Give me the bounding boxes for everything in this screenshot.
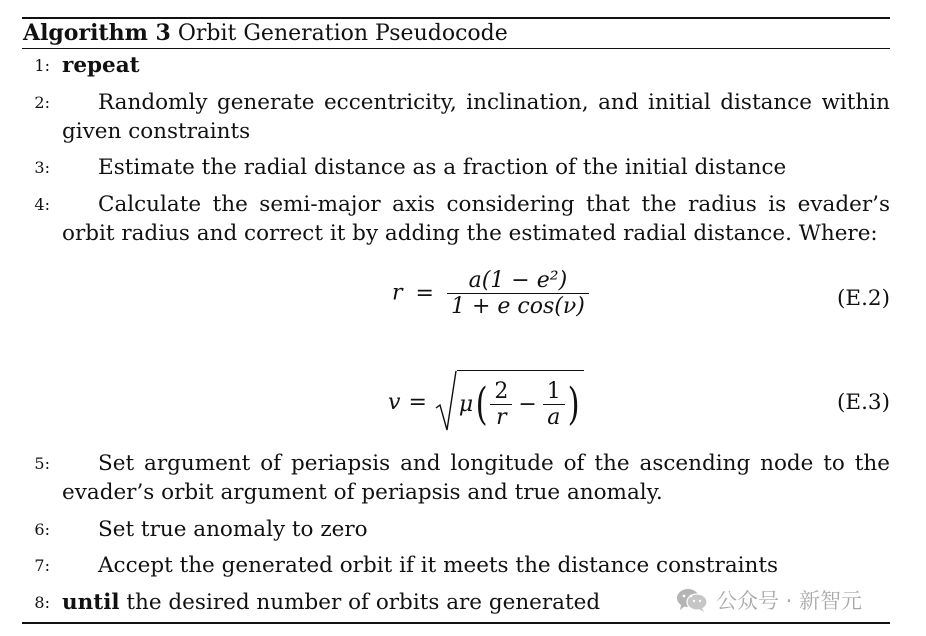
algorithm-label: Algorithm 3 bbox=[23, 20, 171, 46]
equation-label-e3: (E.3) bbox=[837, 390, 890, 415]
eq3-minus: − bbox=[518, 392, 537, 417]
algorithm-name: Orbit Generation Pseudocode bbox=[177, 21, 508, 46]
eq2-fraction bbox=[447, 268, 589, 319]
eq2-numerator: a(1 − e²) bbox=[468, 268, 568, 293]
line-text: Set true anomaly to zero bbox=[98, 517, 368, 542]
sqrt-body bbox=[457, 370, 584, 434]
eq2-lhs: r bbox=[392, 280, 403, 306]
bottom-rule bbox=[22, 622, 890, 624]
square-root bbox=[435, 370, 584, 434]
until-keyword: until bbox=[62, 590, 120, 615]
eq3-frac2-numerator: 1 bbox=[546, 378, 561, 404]
equation-e3 bbox=[388, 370, 584, 434]
eq3-frac1-numerator: 2 bbox=[494, 378, 509, 404]
eq2-denominator: 1 + e cos(ν) bbox=[450, 294, 585, 320]
eq3-frac1-denominator: r bbox=[496, 405, 507, 431]
line-text: Randomly generate eccentricity, inclination, and initial distance within given constraints bbox=[62, 90, 890, 144]
eq3-fraction-2 bbox=[543, 379, 565, 430]
eq3-lhs: v bbox=[388, 389, 401, 415]
line-number: 6: bbox=[34, 520, 50, 539]
watermark bbox=[676, 585, 862, 615]
eq3-fraction-1 bbox=[490, 379, 512, 430]
until-text: the desired number of orbits are generated bbox=[126, 590, 601, 615]
right-paren: ) bbox=[567, 378, 580, 430]
line-text: Estimate the radial distance as a fraction of the initial distance bbox=[98, 155, 787, 180]
algorithm-title bbox=[23, 18, 508, 49]
line-number: 1: bbox=[34, 56, 50, 75]
line-number: 5: bbox=[34, 454, 50, 473]
line-number: 8: bbox=[34, 593, 50, 612]
equation-label-e2: (E.2) bbox=[837, 286, 890, 311]
line-text bbox=[62, 51, 890, 80]
eq3-equals: = bbox=[408, 389, 427, 415]
wechat-icon bbox=[676, 587, 708, 613]
watermark-text: 公众号 · 新智元 bbox=[716, 589, 863, 613]
line-text: Calculate the semi-major axis considering that the radius is evader’s orbit radius and correct it by adding the estimated radial distance. Where: bbox=[62, 192, 890, 246]
line-number: 3: bbox=[34, 158, 50, 177]
line-number: 7: bbox=[34, 556, 50, 575]
line-number: 2: bbox=[34, 93, 50, 112]
line-text: Set argument of periapsis and longitude of the ascending node to the evader’s orbit argument of periapsis and true anomaly. bbox=[62, 451, 890, 505]
radical-sign-icon bbox=[435, 370, 457, 434]
equation-e2 bbox=[392, 268, 589, 319]
line-text: Accept the generated orbit if it meets the distance constraints bbox=[98, 553, 779, 578]
eq2-equals: = bbox=[415, 280, 434, 306]
left-paren: ( bbox=[475, 378, 488, 430]
eq3-frac2-denominator: a bbox=[547, 405, 561, 431]
line-number: 4: bbox=[34, 195, 50, 214]
repeat-keyword: repeat bbox=[62, 53, 140, 78]
eq3-mu: μ bbox=[458, 392, 474, 417]
title-rule bbox=[22, 48, 890, 49]
